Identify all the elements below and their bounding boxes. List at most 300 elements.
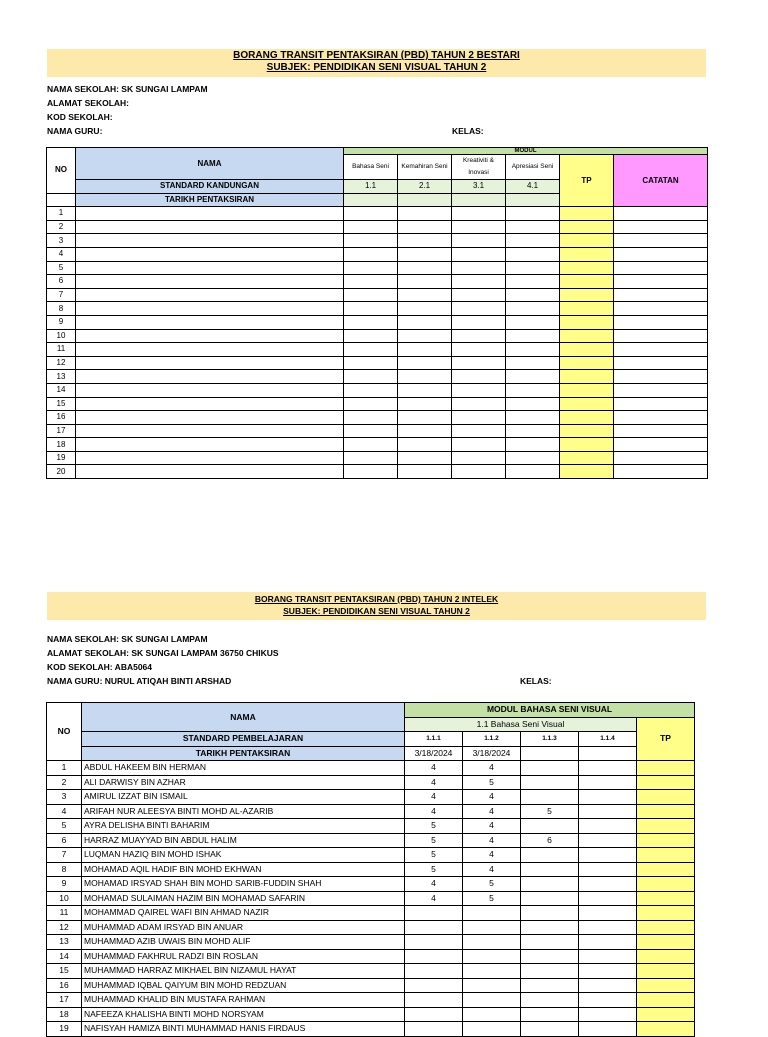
score-cell[interactable]: [463, 993, 521, 1008]
tp-cell[interactable]: [637, 833, 695, 848]
score-cell[interactable]: [521, 848, 579, 863]
score-cell[interactable]: [344, 315, 398, 329]
catatan-cell[interactable]: [614, 234, 708, 248]
tp-cell[interactable]: [637, 761, 695, 776]
tp-cell[interactable]: [637, 775, 695, 790]
score-cell[interactable]: [452, 411, 506, 425]
score-cell[interactable]: [398, 207, 452, 221]
score-cell[interactable]: [344, 275, 398, 289]
form1-date-cell[interactable]: [398, 193, 452, 207]
table-row: [47, 329, 708, 343]
form2-sp-code: 1.1.4: [579, 732, 637, 747]
catatan-cell[interactable]: [614, 261, 708, 275]
tp-cell[interactable]: [560, 302, 614, 316]
catatan-cell[interactable]: [614, 383, 708, 397]
score-cell[interactable]: 5: [405, 862, 463, 877]
score-cell[interactable]: [579, 761, 637, 776]
student-name-cell[interactable]: [76, 247, 344, 261]
student-name-cell: LUQMAN HAZIQ BIN MOHD ISHAK: [82, 848, 405, 863]
form1-nama-sekolah: NAMA SEKOLAH: SK SUNGAI LAMPAM: [47, 84, 208, 94]
tp-cell[interactable]: [560, 451, 614, 465]
score-cell[interactable]: [521, 761, 579, 776]
catatan-cell[interactable]: [614, 451, 708, 465]
score-cell[interactable]: [506, 356, 560, 370]
catatan-cell[interactable]: [614, 247, 708, 261]
score-cell[interactable]: [506, 370, 560, 384]
score-cell[interactable]: [452, 424, 506, 438]
score-cell[interactable]: [579, 978, 637, 993]
score-cell[interactable]: 4: [405, 775, 463, 790]
score-cell[interactable]: [344, 424, 398, 438]
score-cell[interactable]: [452, 356, 506, 370]
score-cell[interactable]: [463, 964, 521, 979]
score-cell[interactable]: [506, 383, 560, 397]
tp-cell[interactable]: [637, 804, 695, 819]
score-cell[interactable]: 5: [463, 775, 521, 790]
form1-date-cell[interactable]: [506, 193, 560, 207]
score-cell[interactable]: [521, 862, 579, 877]
catatan-cell[interactable]: [614, 315, 708, 329]
score-cell[interactable]: [463, 949, 521, 964]
tp-cell[interactable]: [637, 993, 695, 1008]
student-name-cell: ABDUL HAKEEM BIN HERMAN: [82, 761, 405, 776]
score-cell[interactable]: [521, 1007, 579, 1022]
score-cell[interactable]: [463, 920, 521, 935]
student-name-cell[interactable]: [76, 411, 344, 425]
row-number: 19: [47, 1022, 82, 1037]
score-cell[interactable]: [521, 993, 579, 1008]
form2-school-info: [47, 632, 279, 688]
table-row: [47, 315, 708, 329]
score-cell[interactable]: [452, 383, 506, 397]
tp-cell[interactable]: [637, 1007, 695, 1022]
catatan-cell[interactable]: [614, 343, 708, 357]
score-cell[interactable]: [344, 397, 398, 411]
tp-cell[interactable]: [560, 220, 614, 234]
student-name-cell[interactable]: [76, 261, 344, 275]
row-number: 3: [47, 790, 82, 805]
score-cell[interactable]: [506, 315, 560, 329]
score-cell[interactable]: [344, 411, 398, 425]
score-cell[interactable]: 4: [463, 790, 521, 805]
score-cell[interactable]: [344, 288, 398, 302]
form2-nama-sekolah: NAMA SEKOLAH: SK SUNGAI LAMPAM: [47, 634, 208, 644]
score-cell[interactable]: [579, 964, 637, 979]
tp-cell[interactable]: [560, 288, 614, 302]
tp-cell[interactable]: [560, 247, 614, 261]
row-number: 16: [47, 978, 82, 993]
score-cell[interactable]: [521, 877, 579, 892]
student-name-cell[interactable]: [76, 288, 344, 302]
score-cell[interactable]: [579, 891, 637, 906]
score-cell[interactable]: [405, 920, 463, 935]
score-cell[interactable]: [452, 451, 506, 465]
row-number: 20: [47, 465, 76, 479]
catatan-cell[interactable]: [614, 411, 708, 425]
score-cell[interactable]: [506, 451, 560, 465]
score-cell[interactable]: [463, 935, 521, 950]
table-row: [47, 804, 695, 819]
score-cell[interactable]: [506, 302, 560, 316]
tp-cell[interactable]: [637, 935, 695, 950]
form1-date-cell[interactable]: [344, 193, 398, 207]
score-cell[interactable]: [579, 935, 637, 950]
row-number: 10: [47, 891, 82, 906]
row-number: 2: [47, 775, 82, 790]
form2-nama-guru: NAMA GURU: NURUL ATIQAH BINTI ARSHAD: [47, 676, 232, 686]
tp-cell[interactable]: [560, 234, 614, 248]
tp-cell[interactable]: [560, 411, 614, 425]
table-row: [47, 275, 708, 289]
score-cell[interactable]: 4: [463, 862, 521, 877]
score-cell[interactable]: [398, 465, 452, 479]
catatan-cell[interactable]: [614, 438, 708, 452]
student-name-cell[interactable]: [76, 438, 344, 452]
student-name-cell: MUHAMMAD FAKHRUL RADZI BIN ROSLAN: [82, 949, 405, 964]
score-cell[interactable]: [579, 993, 637, 1008]
tp-cell[interactable]: [637, 978, 695, 993]
score-cell[interactable]: [579, 790, 637, 805]
score-cell[interactable]: [506, 438, 560, 452]
score-cell[interactable]: [463, 978, 521, 993]
score-cell[interactable]: [452, 397, 506, 411]
score-cell[interactable]: 4: [405, 790, 463, 805]
score-cell[interactable]: [579, 906, 637, 921]
student-name-cell: AYRA DELISHA BINTI BAHARIM: [82, 819, 405, 834]
score-cell[interactable]: [521, 819, 579, 834]
tp-cell[interactable]: [560, 356, 614, 370]
table-row: [47, 833, 695, 848]
score-cell[interactable]: [405, 964, 463, 979]
table-row: [47, 761, 695, 776]
student-name-cell: MOHAMAD AQIL HADIF BIN MOHD EKHWAN: [82, 862, 405, 877]
score-cell[interactable]: [452, 302, 506, 316]
score-cell[interactable]: [398, 411, 452, 425]
score-cell[interactable]: [506, 220, 560, 234]
student-name-cell[interactable]: [76, 343, 344, 357]
row-number: 14: [47, 949, 82, 964]
score-cell[interactable]: [579, 848, 637, 863]
student-name-cell[interactable]: [76, 315, 344, 329]
table-row: [47, 234, 708, 248]
score-cell[interactable]: [452, 288, 506, 302]
score-cell[interactable]: [405, 978, 463, 993]
student-name-cell[interactable]: [76, 275, 344, 289]
score-cell[interactable]: [398, 247, 452, 261]
row-number: 15: [47, 397, 76, 411]
score-cell[interactable]: [579, 819, 637, 834]
score-cell[interactable]: [344, 343, 398, 357]
score-cell[interactable]: [398, 438, 452, 452]
score-cell[interactable]: [344, 302, 398, 316]
tp-cell[interactable]: [560, 397, 614, 411]
score-cell[interactable]: [398, 356, 452, 370]
score-cell[interactable]: [398, 451, 452, 465]
form2-date-cell[interactable]: [521, 746, 579, 761]
score-cell[interactable]: [398, 383, 452, 397]
tp-cell[interactable]: [637, 964, 695, 979]
score-cell[interactable]: [344, 370, 398, 384]
table-row: [47, 343, 708, 357]
row-number: 2: [47, 220, 76, 234]
tp-cell[interactable]: [560, 207, 614, 221]
table-row: [47, 247, 708, 261]
student-name-cell[interactable]: [76, 234, 344, 248]
tp-cell[interactable]: [560, 275, 614, 289]
score-cell[interactable]: [506, 207, 560, 221]
score-cell[interactable]: [452, 465, 506, 479]
score-cell[interactable]: [344, 234, 398, 248]
score-cell[interactable]: [506, 261, 560, 275]
score-cell[interactable]: [398, 397, 452, 411]
score-cell[interactable]: [398, 370, 452, 384]
catatan-cell[interactable]: [614, 329, 708, 343]
score-cell[interactable]: [452, 315, 506, 329]
row-number: 7: [47, 288, 76, 302]
tp-cell[interactable]: [637, 848, 695, 863]
score-cell[interactable]: 5: [463, 877, 521, 892]
score-cell[interactable]: [344, 329, 398, 343]
table-row: [47, 877, 695, 892]
student-name-cell[interactable]: [76, 397, 344, 411]
form2-date-cell[interactable]: 3/18/2024: [463, 746, 521, 761]
score-cell[interactable]: [579, 862, 637, 877]
score-cell[interactable]: [506, 424, 560, 438]
tp-cell[interactable]: [560, 315, 614, 329]
score-cell[interactable]: [398, 261, 452, 275]
score-cell[interactable]: [521, 775, 579, 790]
score-cell[interactable]: [452, 275, 506, 289]
score-cell[interactable]: [521, 920, 579, 935]
catatan-cell[interactable]: [614, 275, 708, 289]
student-name-cell[interactable]: [76, 451, 344, 465]
student-name-cell[interactable]: [76, 370, 344, 384]
score-cell[interactable]: [405, 1007, 463, 1022]
form2-date-cell[interactable]: [579, 746, 637, 761]
score-cell[interactable]: [579, 1007, 637, 1022]
form1-module-label: Kemahiran Seni: [398, 155, 452, 180]
tp-cell[interactable]: [560, 343, 614, 357]
tp-cell[interactable]: [637, 790, 695, 805]
table-row: [47, 451, 708, 465]
score-cell[interactable]: [398, 234, 452, 248]
score-cell[interactable]: [521, 949, 579, 964]
catatan-cell[interactable]: [614, 220, 708, 234]
score-cell[interactable]: [521, 978, 579, 993]
table-row: [47, 424, 708, 438]
score-cell[interactable]: [579, 949, 637, 964]
score-cell[interactable]: [506, 275, 560, 289]
score-cell[interactable]: [398, 329, 452, 343]
score-cell[interactable]: [344, 438, 398, 452]
score-cell[interactable]: [344, 220, 398, 234]
row-number: 18: [47, 438, 76, 452]
catatan-cell[interactable]: [614, 424, 708, 438]
row-number: 4: [47, 247, 76, 261]
score-cell[interactable]: [398, 275, 452, 289]
student-name-cell[interactable]: [76, 356, 344, 370]
score-cell[interactable]: [506, 247, 560, 261]
form1-date-cell[interactable]: [452, 193, 506, 207]
form1-header-no: NO: [47, 148, 76, 194]
form2-table-body: [47, 761, 695, 1037]
score-cell[interactable]: [398, 424, 452, 438]
score-cell[interactable]: [452, 261, 506, 275]
score-cell[interactable]: [452, 370, 506, 384]
catatan-cell[interactable]: [614, 465, 708, 479]
score-cell[interactable]: [506, 234, 560, 248]
score-cell[interactable]: [506, 288, 560, 302]
form1-module-label: Bahasa Seni: [344, 155, 398, 180]
tp-cell[interactable]: [637, 949, 695, 964]
catatan-cell[interactable]: [614, 356, 708, 370]
student-name-cell[interactable]: [76, 329, 344, 343]
score-cell[interactable]: 4: [463, 833, 521, 848]
form2-kelas: KELAS:: [520, 676, 552, 686]
score-cell[interactable]: [452, 234, 506, 248]
score-cell[interactable]: 4: [463, 848, 521, 863]
score-cell[interactable]: [579, 920, 637, 935]
score-cell[interactable]: 4: [405, 891, 463, 906]
score-cell[interactable]: [405, 993, 463, 1008]
score-cell[interactable]: [398, 288, 452, 302]
score-cell[interactable]: [579, 877, 637, 892]
catatan-cell[interactable]: [614, 207, 708, 221]
score-cell[interactable]: [398, 343, 452, 357]
score-cell[interactable]: [579, 775, 637, 790]
score-cell[interactable]: 5: [405, 819, 463, 834]
form2-subtitle: SUBJEK: PENDIDIKAN SENI VISUAL TAHUN 2: [283, 606, 470, 616]
form2-date-cell[interactable]: 3/18/2024: [405, 746, 463, 761]
table-row: [47, 1007, 695, 1022]
score-cell[interactable]: 5: [521, 804, 579, 819]
student-name-cell: ARIFAH NUR ALEESYA BINTI MOHD AL-AZARIB: [82, 804, 405, 819]
catatan-cell[interactable]: [614, 370, 708, 384]
tp-cell[interactable]: [637, 920, 695, 935]
score-cell[interactable]: [344, 356, 398, 370]
score-cell[interactable]: [506, 465, 560, 479]
row-number: 1: [47, 761, 82, 776]
score-cell[interactable]: [344, 261, 398, 275]
tp-cell[interactable]: [637, 862, 695, 877]
tp-cell[interactable]: [560, 383, 614, 397]
score-cell[interactable]: [452, 207, 506, 221]
tp-cell[interactable]: [560, 424, 614, 438]
score-cell[interactable]: [506, 397, 560, 411]
score-cell[interactable]: [579, 804, 637, 819]
score-cell[interactable]: [521, 891, 579, 906]
score-cell[interactable]: [506, 343, 560, 357]
tp-cell[interactable]: [637, 906, 695, 921]
table-row: [47, 302, 708, 316]
score-cell[interactable]: [398, 302, 452, 316]
score-cell[interactable]: [521, 935, 579, 950]
table-row: [47, 411, 708, 425]
score-cell[interactable]: [452, 247, 506, 261]
score-cell[interactable]: [452, 343, 506, 357]
form1-header-nama: NAMA: [76, 148, 344, 180]
score-cell[interactable]: 5: [405, 848, 463, 863]
row-number: 3: [47, 234, 76, 248]
score-cell[interactable]: [405, 906, 463, 921]
student-name-cell[interactable]: [76, 383, 344, 397]
form2-header-sub-modul: 1.1 Bahasa Seni Visual: [405, 717, 637, 732]
student-name-cell[interactable]: [76, 207, 344, 221]
score-cell[interactable]: [506, 411, 560, 425]
score-cell[interactable]: 5: [463, 891, 521, 906]
score-cell[interactable]: [344, 465, 398, 479]
tp-cell[interactable]: [560, 465, 614, 479]
score-cell[interactable]: 4: [463, 819, 521, 834]
tp-cell[interactable]: [560, 438, 614, 452]
table-row: [47, 978, 695, 993]
student-name-cell: MOHAMAD SULAIMAN HAZIM BIN MOHAMAD SAFARIN: [82, 891, 405, 906]
score-cell[interactable]: [521, 790, 579, 805]
score-cell[interactable]: [344, 247, 398, 261]
score-cell[interactable]: [398, 315, 452, 329]
row-number: 17: [47, 424, 76, 438]
score-cell[interactable]: 4: [405, 761, 463, 776]
row-number: 12: [47, 920, 82, 935]
score-cell[interactable]: [452, 220, 506, 234]
row-number: 5: [47, 819, 82, 834]
table-row: [47, 964, 695, 979]
score-cell[interactable]: [521, 906, 579, 921]
catatan-cell[interactable]: [614, 302, 708, 316]
score-cell[interactable]: [344, 207, 398, 221]
score-cell[interactable]: [405, 935, 463, 950]
tp-cell[interactable]: [560, 329, 614, 343]
row-number: 15: [47, 964, 82, 979]
score-cell[interactable]: [452, 438, 506, 452]
score-cell[interactable]: [398, 220, 452, 234]
score-cell[interactable]: [405, 949, 463, 964]
score-cell[interactable]: [506, 329, 560, 343]
student-name-cell[interactable]: [76, 424, 344, 438]
form1-module-code: 4.1: [506, 180, 560, 194]
score-cell[interactable]: [344, 383, 398, 397]
score-cell[interactable]: [344, 451, 398, 465]
student-name-cell[interactable]: [76, 220, 344, 234]
score-cell[interactable]: [463, 1007, 521, 1022]
catatan-cell[interactable]: [614, 397, 708, 411]
tp-cell[interactable]: [637, 877, 695, 892]
student-name-cell: MOHAMMAD QAIREL WAFI BIN AHMAD NAZIR: [82, 906, 405, 921]
tp-cell[interactable]: [560, 370, 614, 384]
table-row: [47, 370, 708, 384]
score-cell[interactable]: [579, 833, 637, 848]
score-cell[interactable]: 5: [405, 833, 463, 848]
score-cell[interactable]: 4: [463, 804, 521, 819]
student-name-cell[interactable]: [76, 302, 344, 316]
score-cell[interactable]: [463, 906, 521, 921]
score-cell[interactable]: [521, 964, 579, 979]
row-number: 9: [47, 315, 76, 329]
student-name-cell[interactable]: [76, 465, 344, 479]
form1-module-label: Apresiasi Seni: [506, 155, 560, 180]
tp-cell[interactable]: [637, 819, 695, 834]
tp-cell[interactable]: [637, 891, 695, 906]
catatan-cell[interactable]: [614, 288, 708, 302]
score-cell[interactable]: [452, 329, 506, 343]
tp-cell[interactable]: [560, 261, 614, 275]
form1-subtitle: SUBJEK: PENDIDIKAN SENI VISUAL TAHUN 2: [266, 62, 487, 73]
row-number: 7: [47, 848, 82, 863]
score-cell[interactable]: 4: [463, 761, 521, 776]
score-cell[interactable]: 4: [405, 877, 463, 892]
score-cell[interactable]: 4: [405, 804, 463, 819]
score-cell[interactable]: 6: [521, 833, 579, 848]
